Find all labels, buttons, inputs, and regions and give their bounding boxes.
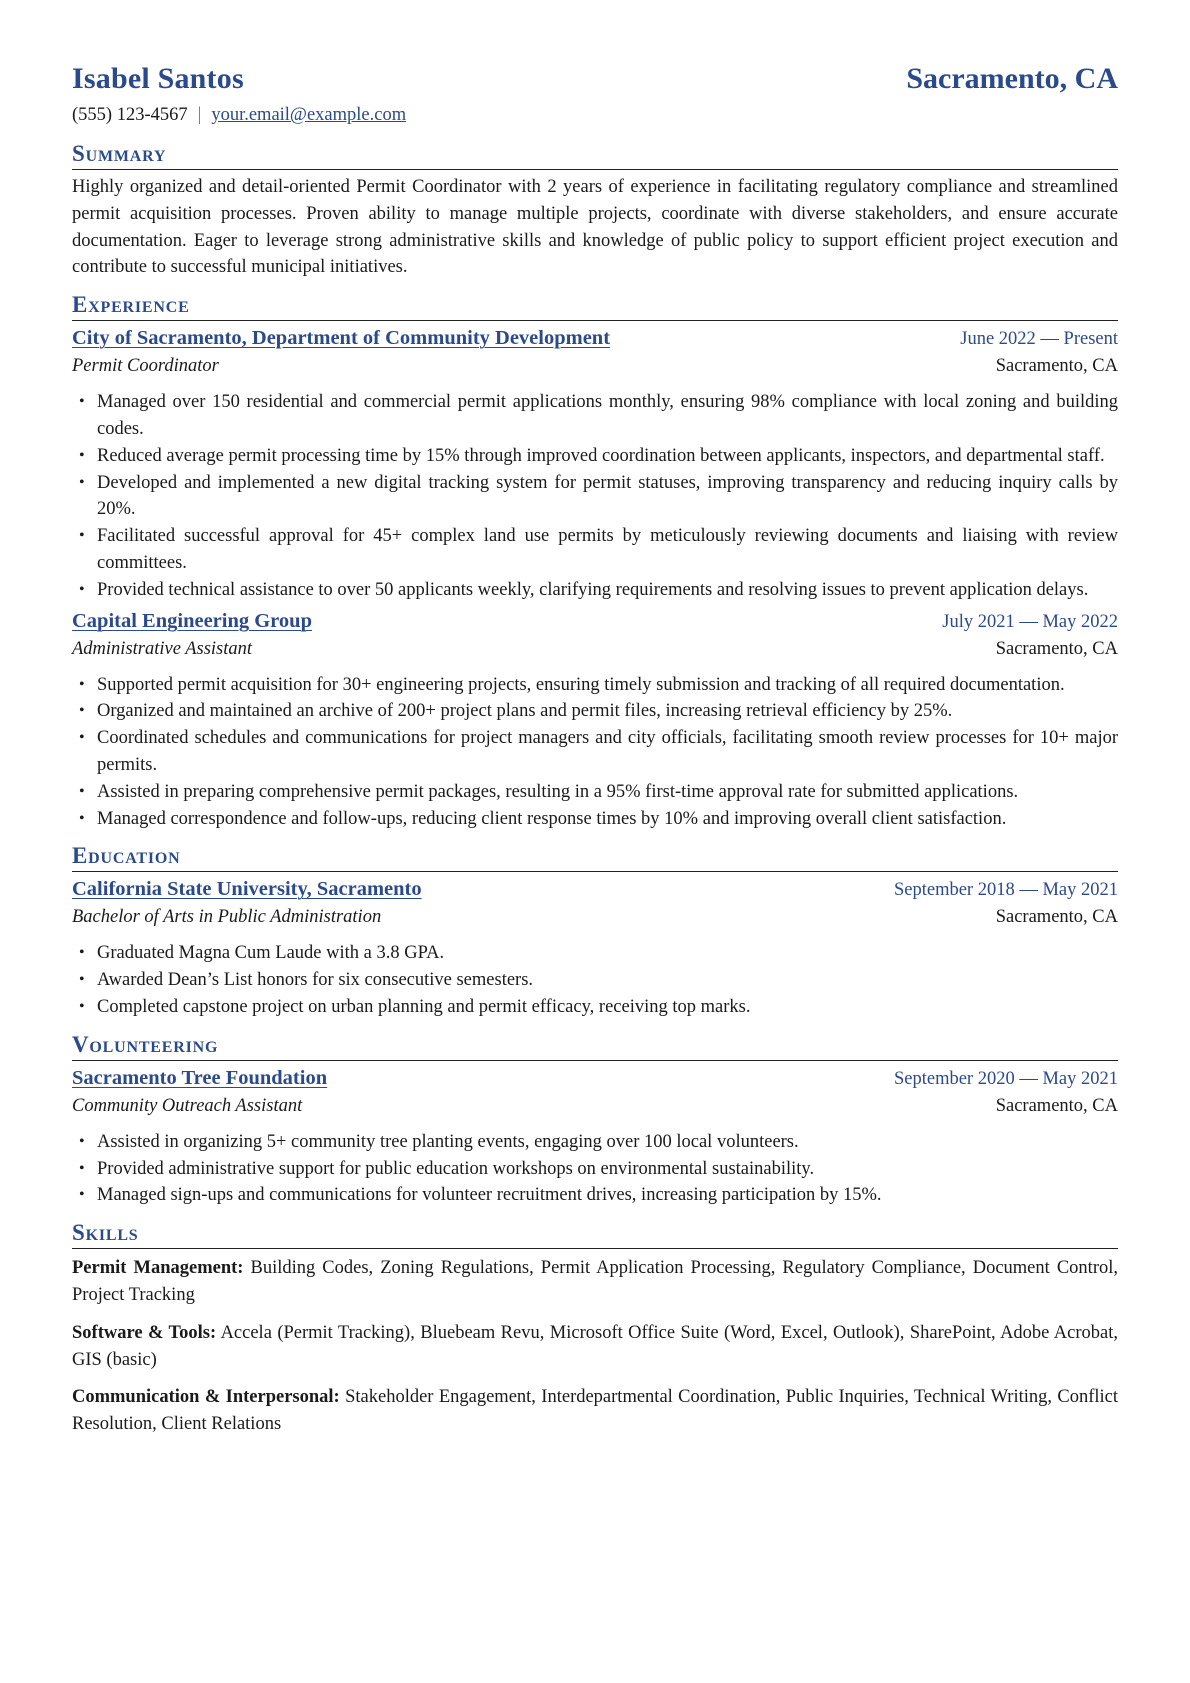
list-item: • Assisted in organizing 5+ community tree planting events, engaging over 100 local volunteers. (72, 1129, 1118, 1156)
list-item: • Managed over 150 residential and commercial permit applications monthly, ensuring 98% compliance with local zoning and building codes. (72, 389, 1118, 443)
contact-line (72, 102, 1118, 128)
skill-group (72, 1384, 1118, 1438)
resume-header (72, 62, 1118, 96)
list-item: • Graduated Magna Cum Laude with a 3.8 GPA. (72, 940, 1118, 967)
skills-section (72, 1219, 1118, 1438)
section-title-summary: Summary (72, 140, 1118, 170)
volunteer-role: Community Outreach Assistant (72, 1095, 303, 1116)
achievement-list (72, 672, 1118, 833)
list-item: • Provided administrative support for public education workshops on environmental sustainability. (72, 1156, 1118, 1183)
job-location: Sacramento, CA (995, 638, 1118, 659)
employment-dates: July 2021 — May 2022 (942, 611, 1118, 632)
summary-section (72, 140, 1118, 281)
contact-separator: | (197, 105, 202, 125)
skill-group-label: Communication & Interpersonal: (72, 1387, 340, 1408)
school-location: Sacramento, CA (995, 907, 1118, 928)
school-link[interactable]: California State University, Sacramento (72, 878, 422, 901)
education-highlights (72, 940, 1118, 1020)
education-dates: September 2018 — May 2021 (893, 880, 1118, 901)
education-section (72, 842, 1118, 1020)
list-item: • Reduced average permit processing time by 15% through improved coordination between applicants, inspectors, and departmental staff. (72, 443, 1118, 470)
education-entry (72, 876, 1118, 1020)
skill-group-items: Stakeholder Engagement, Interdepartmental Coordination, Public Inquiries, Technical Writing, Conflict Resolution, Client Relations (72, 1387, 1119, 1435)
list-item: • Supported permit acquisition for 30+ engineering projects, ensuring timely submission and tracking of all required documentation. (72, 672, 1118, 699)
employer-link[interactable]: Capital Engineering Group (72, 609, 312, 632)
employment-dates: June 2022 — Present (960, 329, 1118, 350)
list-item: • Managed sign-ups and communications for volunteer recruitment drives, increasing participation by 15%. (72, 1182, 1118, 1209)
experience-entry (72, 325, 1118, 603)
email-link[interactable]: your.email@example.com (211, 105, 407, 125)
section-title-education: Education (72, 842, 1118, 872)
achievement-list (72, 389, 1118, 603)
list-item: • Completed capstone project on urban planning and permit efficacy, receiving top marks. (72, 994, 1118, 1021)
resume-page (72, 62, 1118, 1438)
skill-group-label: Software & Tools: (72, 1322, 217, 1343)
section-title-volunteering: Volunteering (72, 1031, 1118, 1061)
job-location: Sacramento, CA (995, 356, 1118, 377)
list-item: • Organized and maintained an archive of 200+ project plans and permit files, increasing retrieval efficiency by 25%. (72, 698, 1118, 725)
summary-text: Highly organized and detail-oriented Permit Coordinator with 2 years of experience in facilitating regulatory compliance and streamlined permit acquisition processes. Proven ability to manage multiple projects, coordinate with diverse stakeholders, and ensure accurate documentation. Eager to leverage strong administrative skills and knowledge of public policy to support efficient project execution and contribute to successful municipal initiatives. (72, 177, 1118, 278)
experience-section (72, 291, 1118, 832)
volunteer-location: Sacramento, CA (995, 1095, 1118, 1116)
list-item: • Facilitated successful approval for 45+ complex land use permits by meticulously reviewing documents and liaising with review committees. (72, 523, 1118, 577)
phone-number: (555) 123-4567 (72, 105, 188, 125)
volunteering-entry (72, 1065, 1118, 1209)
organization-link[interactable]: Sacramento Tree Foundation (72, 1066, 328, 1089)
section-title-experience: Experience (72, 291, 1118, 321)
job-title: Administrative Assistant (72, 638, 253, 659)
list-item: • Provided technical assistance to over 50 applicants weekly, clarifying requirements and resolving issues to prevent application delays. (72, 577, 1118, 604)
skill-group-label: Permit Management: (72, 1258, 244, 1279)
list-item: • Awarded Dean’s List honors for six consecutive semesters. (72, 967, 1118, 994)
candidate-name: Isabel Santos (72, 62, 244, 95)
candidate-location: Sacramento, CA (906, 62, 1118, 95)
volunteering-section (72, 1031, 1118, 1209)
skill-group-items: Accela (Permit Tracking), Bluebeam Revu, Microsoft Office Suite (Word, Excel, Outlook), SharePoint, Adobe Acrobat, GIS (basic) (72, 1322, 1119, 1370)
list-item: • Assisted in preparing comprehensive permit packages, resulting in a 95% first-time approval rate for submitted applications. (72, 779, 1118, 806)
job-title: Permit Coordinator (72, 356, 219, 377)
section-title-skills: Skills (72, 1219, 1118, 1249)
skill-group (72, 1320, 1118, 1374)
list-item: • Developed and implemented a new digital tracking system for permit statuses, improving transparency and reducing inquiry calls by 20%. (72, 470, 1118, 524)
list-item: • Coordinated schedules and communications for project managers and city officials, facilitating smooth review processes for 10+ major permits. (72, 725, 1118, 779)
volunteering-highlights (72, 1129, 1118, 1209)
skill-group (72, 1255, 1118, 1309)
list-item: • Managed correspondence and follow-ups, reducing client response times by 10% and improving overall client satisfaction. (72, 806, 1118, 833)
degree: Bachelor of Arts in Public Administration (72, 907, 382, 928)
experience-entry (72, 608, 1118, 833)
volunteering-dates: September 2020 — May 2021 (893, 1068, 1118, 1089)
skill-group-items: Building Codes, Zoning Regulations, Permit Application Processing, Regulatory Compliance, Document Control, Project Tracking (72, 1258, 1118, 1305)
employer-link[interactable]: City of Sacramento, Department of Community Development (72, 327, 611, 350)
